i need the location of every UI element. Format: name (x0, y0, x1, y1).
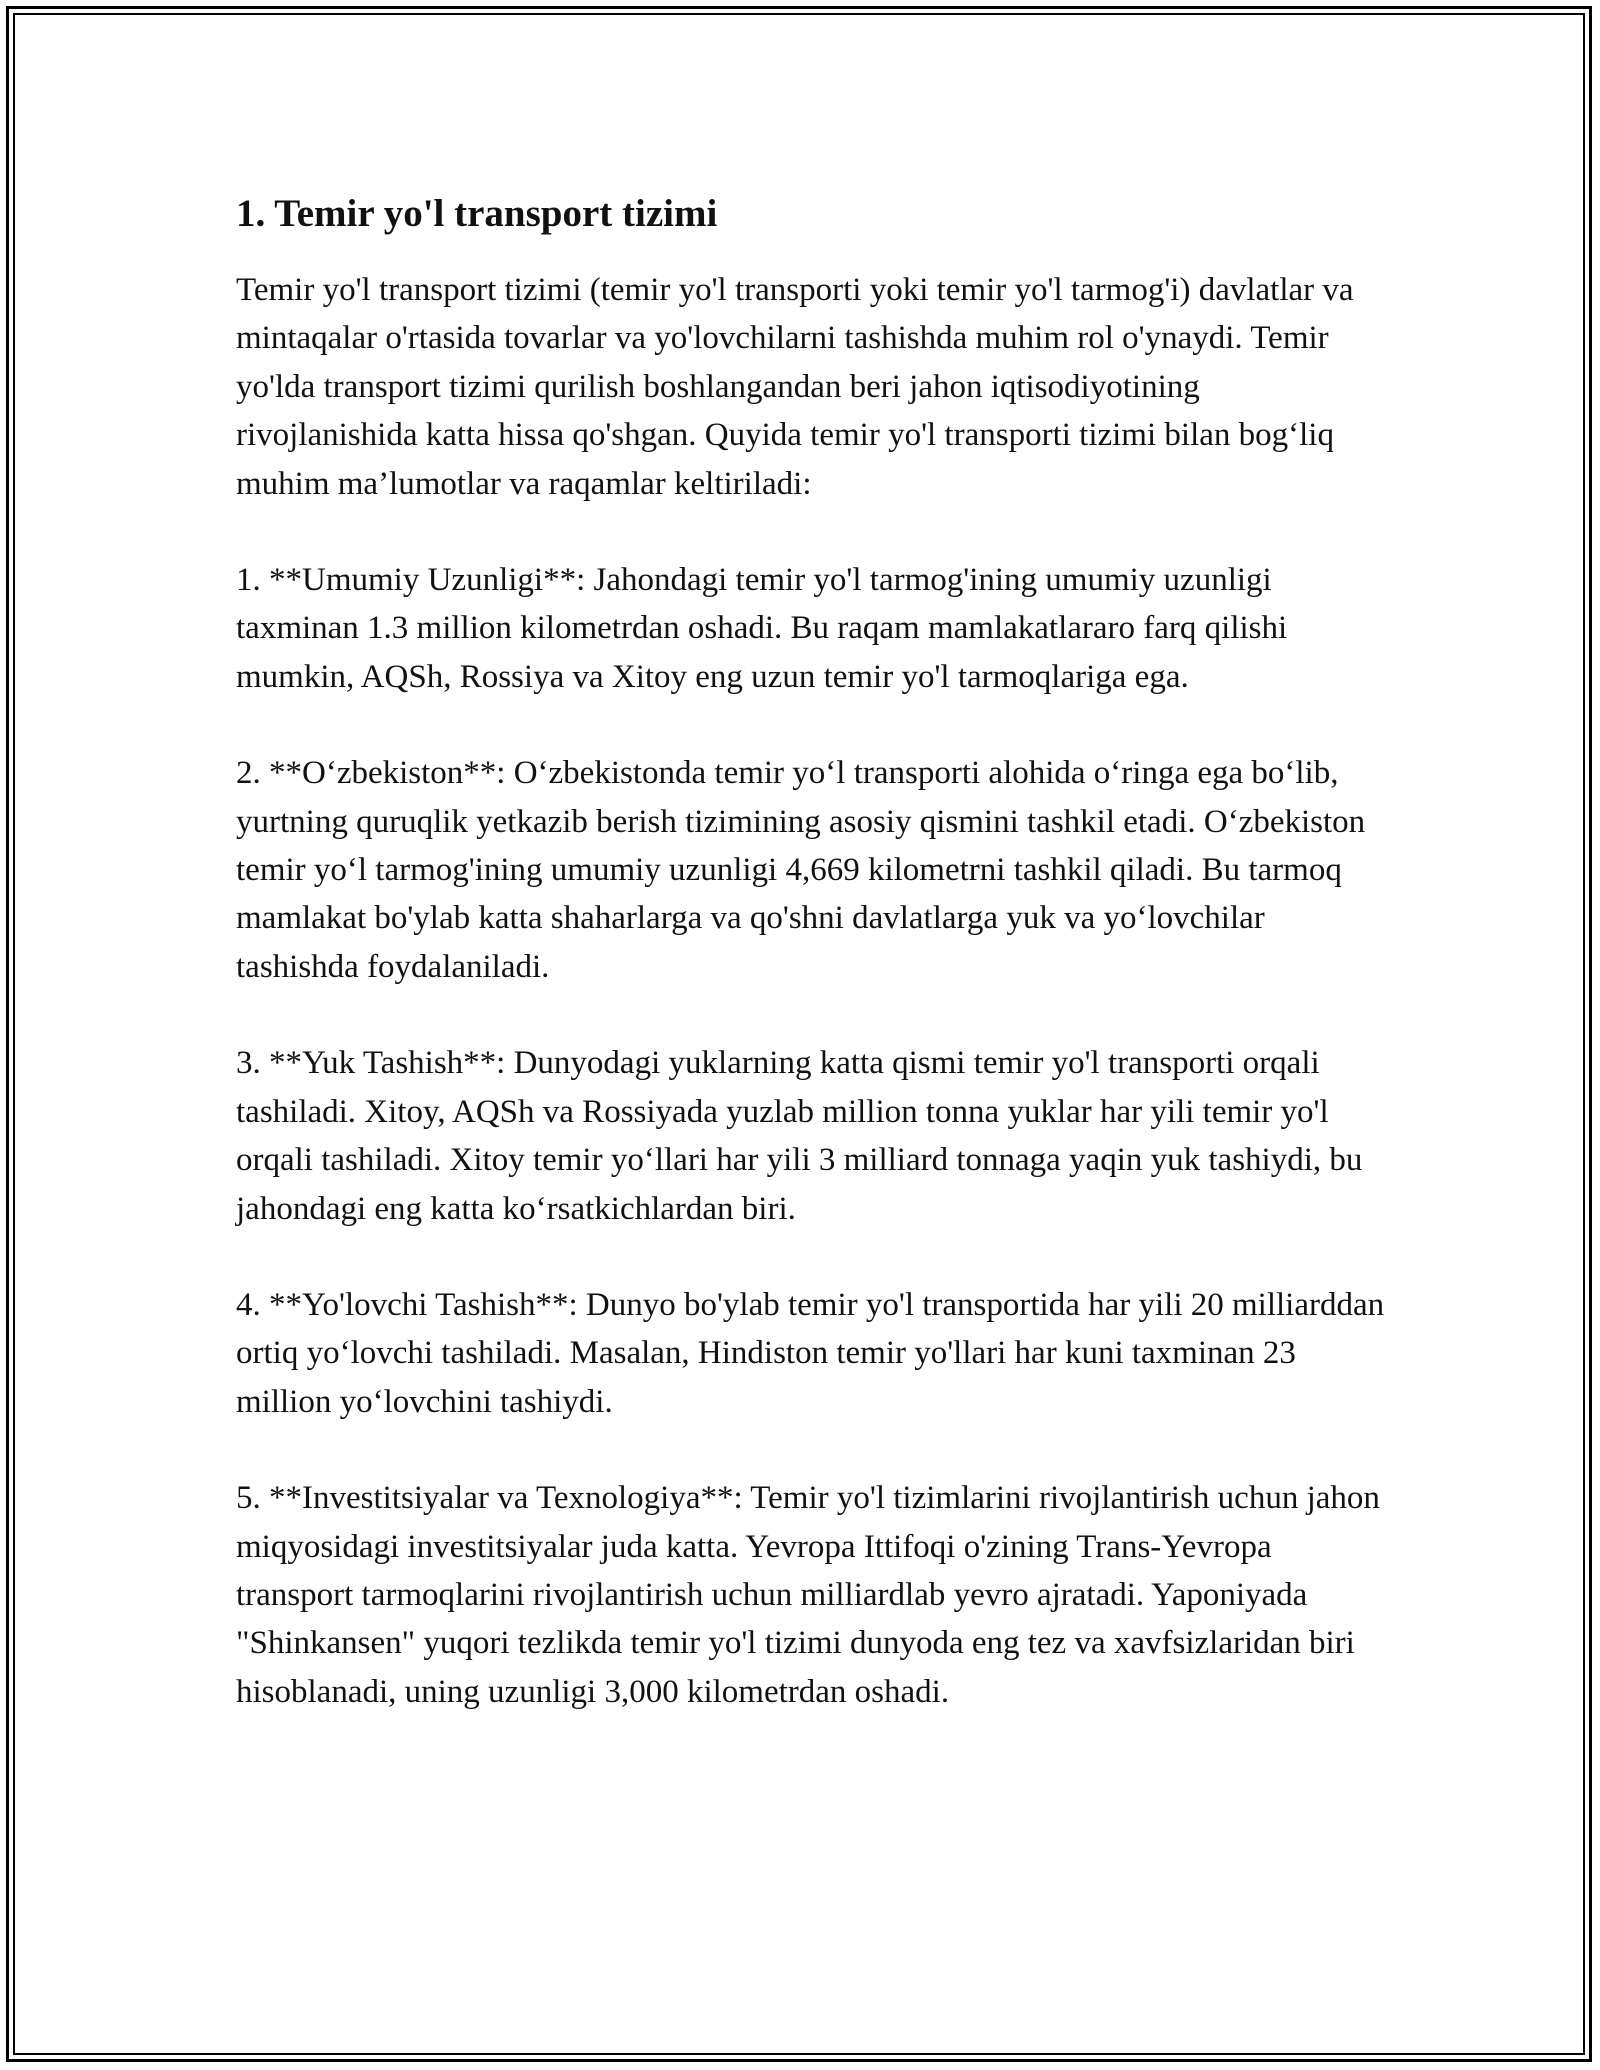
document-title: 1. Temir yo'l transport tizimi (236, 192, 718, 235)
document-body (236, 188, 1386, 1764)
paragraph-uzbekistan: 2. **O‘zbekiston**: O‘zbekistonda temir yo‘l transporti alohida o‘ringa ega bo‘lib, yurtning quruqlik yetkazib berish tizimining asosiy qismini tashkil etadi. O‘zbekiston temir yo‘l tarmog'ining umumiy uzunligi 4,669 kilometrni tashkil qiladi. Bu tarmoq mamlakat bo'ylab katta shaharlarga va qo'shni davlatlarga yuk va yo‘lovchilar tashishda foydalaniladi. (236, 755, 1366, 985)
paragraph-freight: 3. **Yuk Tashish**: Dunyodagi yuklarning katta qismi temir yo'l transporti orqali tashiladi. Xitoy, AQSh va Rossiyada yuzlab million tonna yuklar har yili temir yo'l orqali tashiladi. Xitoy temir yo‘llari har yili 3 milliard tonnaga yaqin yuk tashiydi, bu jahondagi eng katta ko‘rsatkichlardan biri. (236, 1045, 1363, 1227)
paragraph-investments: 5. **Investitsiyalar va Texnologiya**: Temir yo'l tizimlarini rivojlantirish uchun jahon miqyosidagi investitsiyalar juda katta. Yevropa Ittifoqi o'zining Trans-Yevropa transport tarmoqlarini rivojlantirish uchun milliardlab yevro ajratadi. Yaponiyada "Shinkansen" yuqori tezlikda temir yo'l tizimi dunyoda eng tez va xavfsizlaridan biri hisoblanadi, uning uzunligi 3,000 kilometrdan oshadi. (236, 1480, 1380, 1710)
paragraph-total-length: 1. **Umumiy Uzunligi**: Jahondagi temir yo'l tarmog'ining umumiy uzunligi taxminan 1.3 million kilometrdan oshadi. Bu raqam mamlakatlararo farq qilishi mumkin, AQSh, Rossiya va Xitoy eng uzun temir yo'l tarmoqlariga ega. (236, 562, 1288, 695)
paragraph-passengers: 4. **Yo'lovchi Tashish**: Dunyo bo'ylab temir yo'l transportida har yili 20 milliarddan ortiq yo‘lovchi tashiladi. Masalan, Hindiston temir yo'llari har kuni taxminan 23 million yo‘lovchini tashiydi. (236, 1286, 1385, 1420)
intro-paragraph: Temir yo'l transport tizimi (temir yo'l transporti yoki temir yo'l tarmog'i) davlatlar va mintaqalar o'rtasida tovarlar va yo'lovchilarni tashishda muhim rol o'ynaydi. Temir yo'lda transport tizimi qurilish boshlangandan beri jahon iqtisodiyotining rivojlanishida katta hissa qo'shgan. Quyida temir yo'l transporti tizimi bilan bog‘liq muhim ma’lumotlar va raqamlar keltiriladi: (236, 272, 1354, 502)
